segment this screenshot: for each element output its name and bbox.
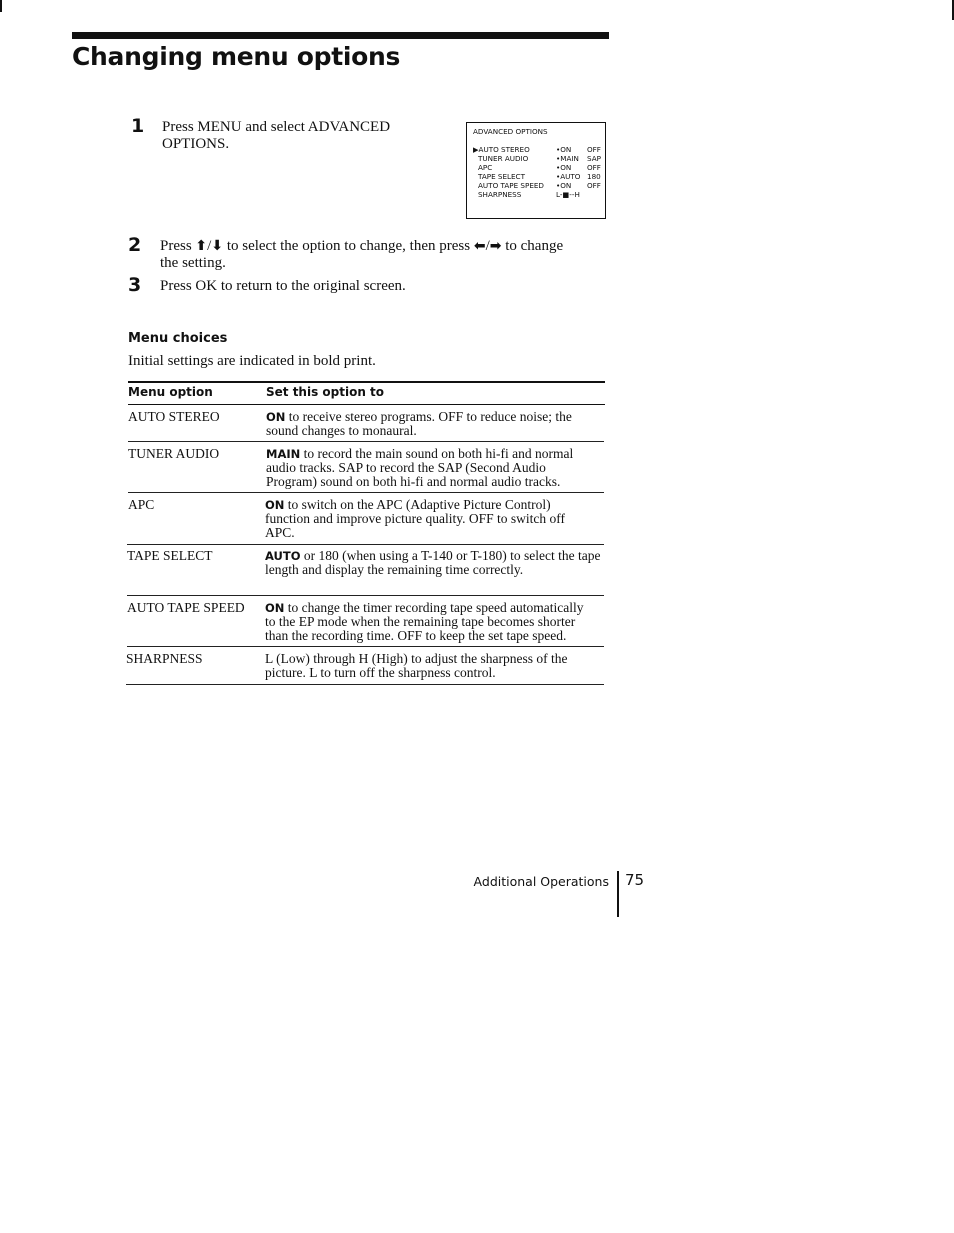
osd-option-alt: OFF (587, 181, 601, 190)
row-rule (128, 492, 604, 493)
osd-option-value: •ON (556, 181, 572, 190)
desc-line: to record the main sound on both hi-fi and normal (300, 446, 574, 461)
slash: / (207, 238, 212, 254)
row-rule (127, 595, 604, 596)
osd-option-value: •ON (556, 163, 572, 172)
column-header-set-option: Set this option to (266, 385, 385, 399)
header-rule (128, 404, 605, 405)
row-rule (127, 646, 604, 647)
desc-line: to change the timer recording tape speed automatically (284, 600, 584, 615)
desc-line: length and display the remaining time correctly. (265, 562, 524, 577)
table-row-description (265, 498, 605, 540)
advanced-options-screen (466, 122, 606, 219)
initial-setting: ON (265, 498, 285, 512)
table-row-description (265, 601, 605, 643)
step-2-line-1 (160, 238, 610, 255)
page-number: 75 (625, 871, 645, 889)
osd-option-value: •ON (556, 145, 572, 154)
osd-option-value: L-■--H (556, 190, 580, 199)
osd-option-alt: 180 (587, 172, 601, 181)
step-1-number: 1 (131, 115, 145, 137)
table-row-option: TAPE SELECT (127, 548, 213, 563)
step-1-text (162, 119, 390, 153)
table-row-description (266, 447, 606, 489)
osd-option-value: •MAIN (556, 154, 579, 163)
step-2-text (160, 238, 610, 272)
table-row-description (265, 549, 605, 577)
table-row-option: SHARPNESS (126, 651, 203, 666)
initial-setting: MAIN (266, 447, 301, 461)
osd-option-name: SHARPNESS (478, 190, 522, 199)
table-row-option: TUNER AUDIO (128, 446, 220, 461)
osd-option-alt: OFF (587, 163, 601, 172)
desc-line: to the EP mode when the remaining tape becomes shorter (265, 614, 576, 629)
table-row-option: APC (128, 497, 155, 512)
desc-line: sound changes to monaural. (266, 423, 417, 438)
step-3-number: 3 (128, 274, 142, 296)
table-bottom-rule (126, 684, 604, 685)
osd-option-name: TUNER AUDIO (478, 154, 529, 163)
table-row-option: AUTO TAPE SPEED (127, 600, 245, 615)
column-header-menu-option: Menu option (128, 385, 213, 399)
initial-setting: AUTO (265, 549, 301, 563)
initial-setting: ON (265, 601, 285, 615)
step-2-end: to change (505, 238, 564, 254)
step-1-line-2: OPTIONS. (162, 136, 230, 152)
desc-line: than the recording time. OFF to keep the set tape speed. (265, 628, 567, 643)
footer-divider (617, 871, 619, 917)
step-2-number: 2 (128, 234, 142, 256)
page-title: Changing menu options (72, 42, 401, 71)
osd-option-value: •AUTO (556, 172, 581, 181)
step-2-middle: to select the option to change, then press (226, 238, 471, 254)
osd-title: ADVANCED OPTIONS (473, 127, 548, 136)
up-arrow-icon: ⬆ (195, 238, 208, 254)
desc-line: picture. L to turn off the sharpness control. (265, 665, 496, 680)
desc-line: APC. (265, 525, 295, 540)
desc-line: or 180 (when using a T-140 or T-180) to select the tape (300, 548, 601, 563)
osd-option-name: APC (478, 163, 493, 172)
menu-choices-heading: Menu choices (128, 331, 228, 346)
osd-option-name: ▶AUTO STEREO (473, 145, 530, 154)
step-1-line-1: Press MENU and select ADVANCED (162, 119, 391, 135)
footer-section-title: Additional Operations (473, 874, 609, 889)
desc-line: to receive stereo programs. OFF to reduce noise; the (285, 409, 572, 424)
desc-line: function and improve picture quality. OFF to switch off (265, 511, 565, 526)
step-3-text: Press OK to return to the original screen. (160, 278, 406, 294)
row-rule (128, 441, 604, 442)
osd-option-name: AUTO TAPE SPEED (478, 181, 544, 190)
slash: / (485, 238, 490, 254)
table-row-option: AUTO STEREO (128, 409, 220, 424)
osd-option-alt: OFF (587, 145, 601, 154)
right-arrow-icon: ➡ (489, 238, 502, 254)
step-2-line-2: the setting. (160, 255, 226, 271)
left-arrow-icon: ⬅ (473, 238, 486, 254)
table-row-description (266, 410, 606, 438)
initial-setting: ON (266, 410, 286, 424)
desc-line: L (Low) through H (High) to adjust the sharpness of the (265, 651, 568, 666)
menu-choices-intro: Initial settings are indicated in bold print. (128, 353, 376, 369)
osd-option-name: TAPE SELECT (478, 172, 525, 181)
scan-edge-mark (0, 0, 2, 12)
title-rule (72, 32, 609, 39)
down-arrow-icon: ⬇ (211, 238, 224, 254)
desc-line: Program) sound on both hi-fi and normal audio tracks. (266, 474, 561, 489)
row-rule (127, 544, 604, 545)
table-top-rule (128, 381, 605, 383)
desc-line: audio tracks. SAP to record the SAP (Second Audio (266, 460, 546, 475)
osd-option-alt: SAP (587, 154, 601, 163)
desc-line: to switch on the APC (Adaptive Picture Control) (284, 497, 551, 512)
table-row-description (265, 652, 605, 680)
step-2-press: Press (160, 238, 192, 254)
